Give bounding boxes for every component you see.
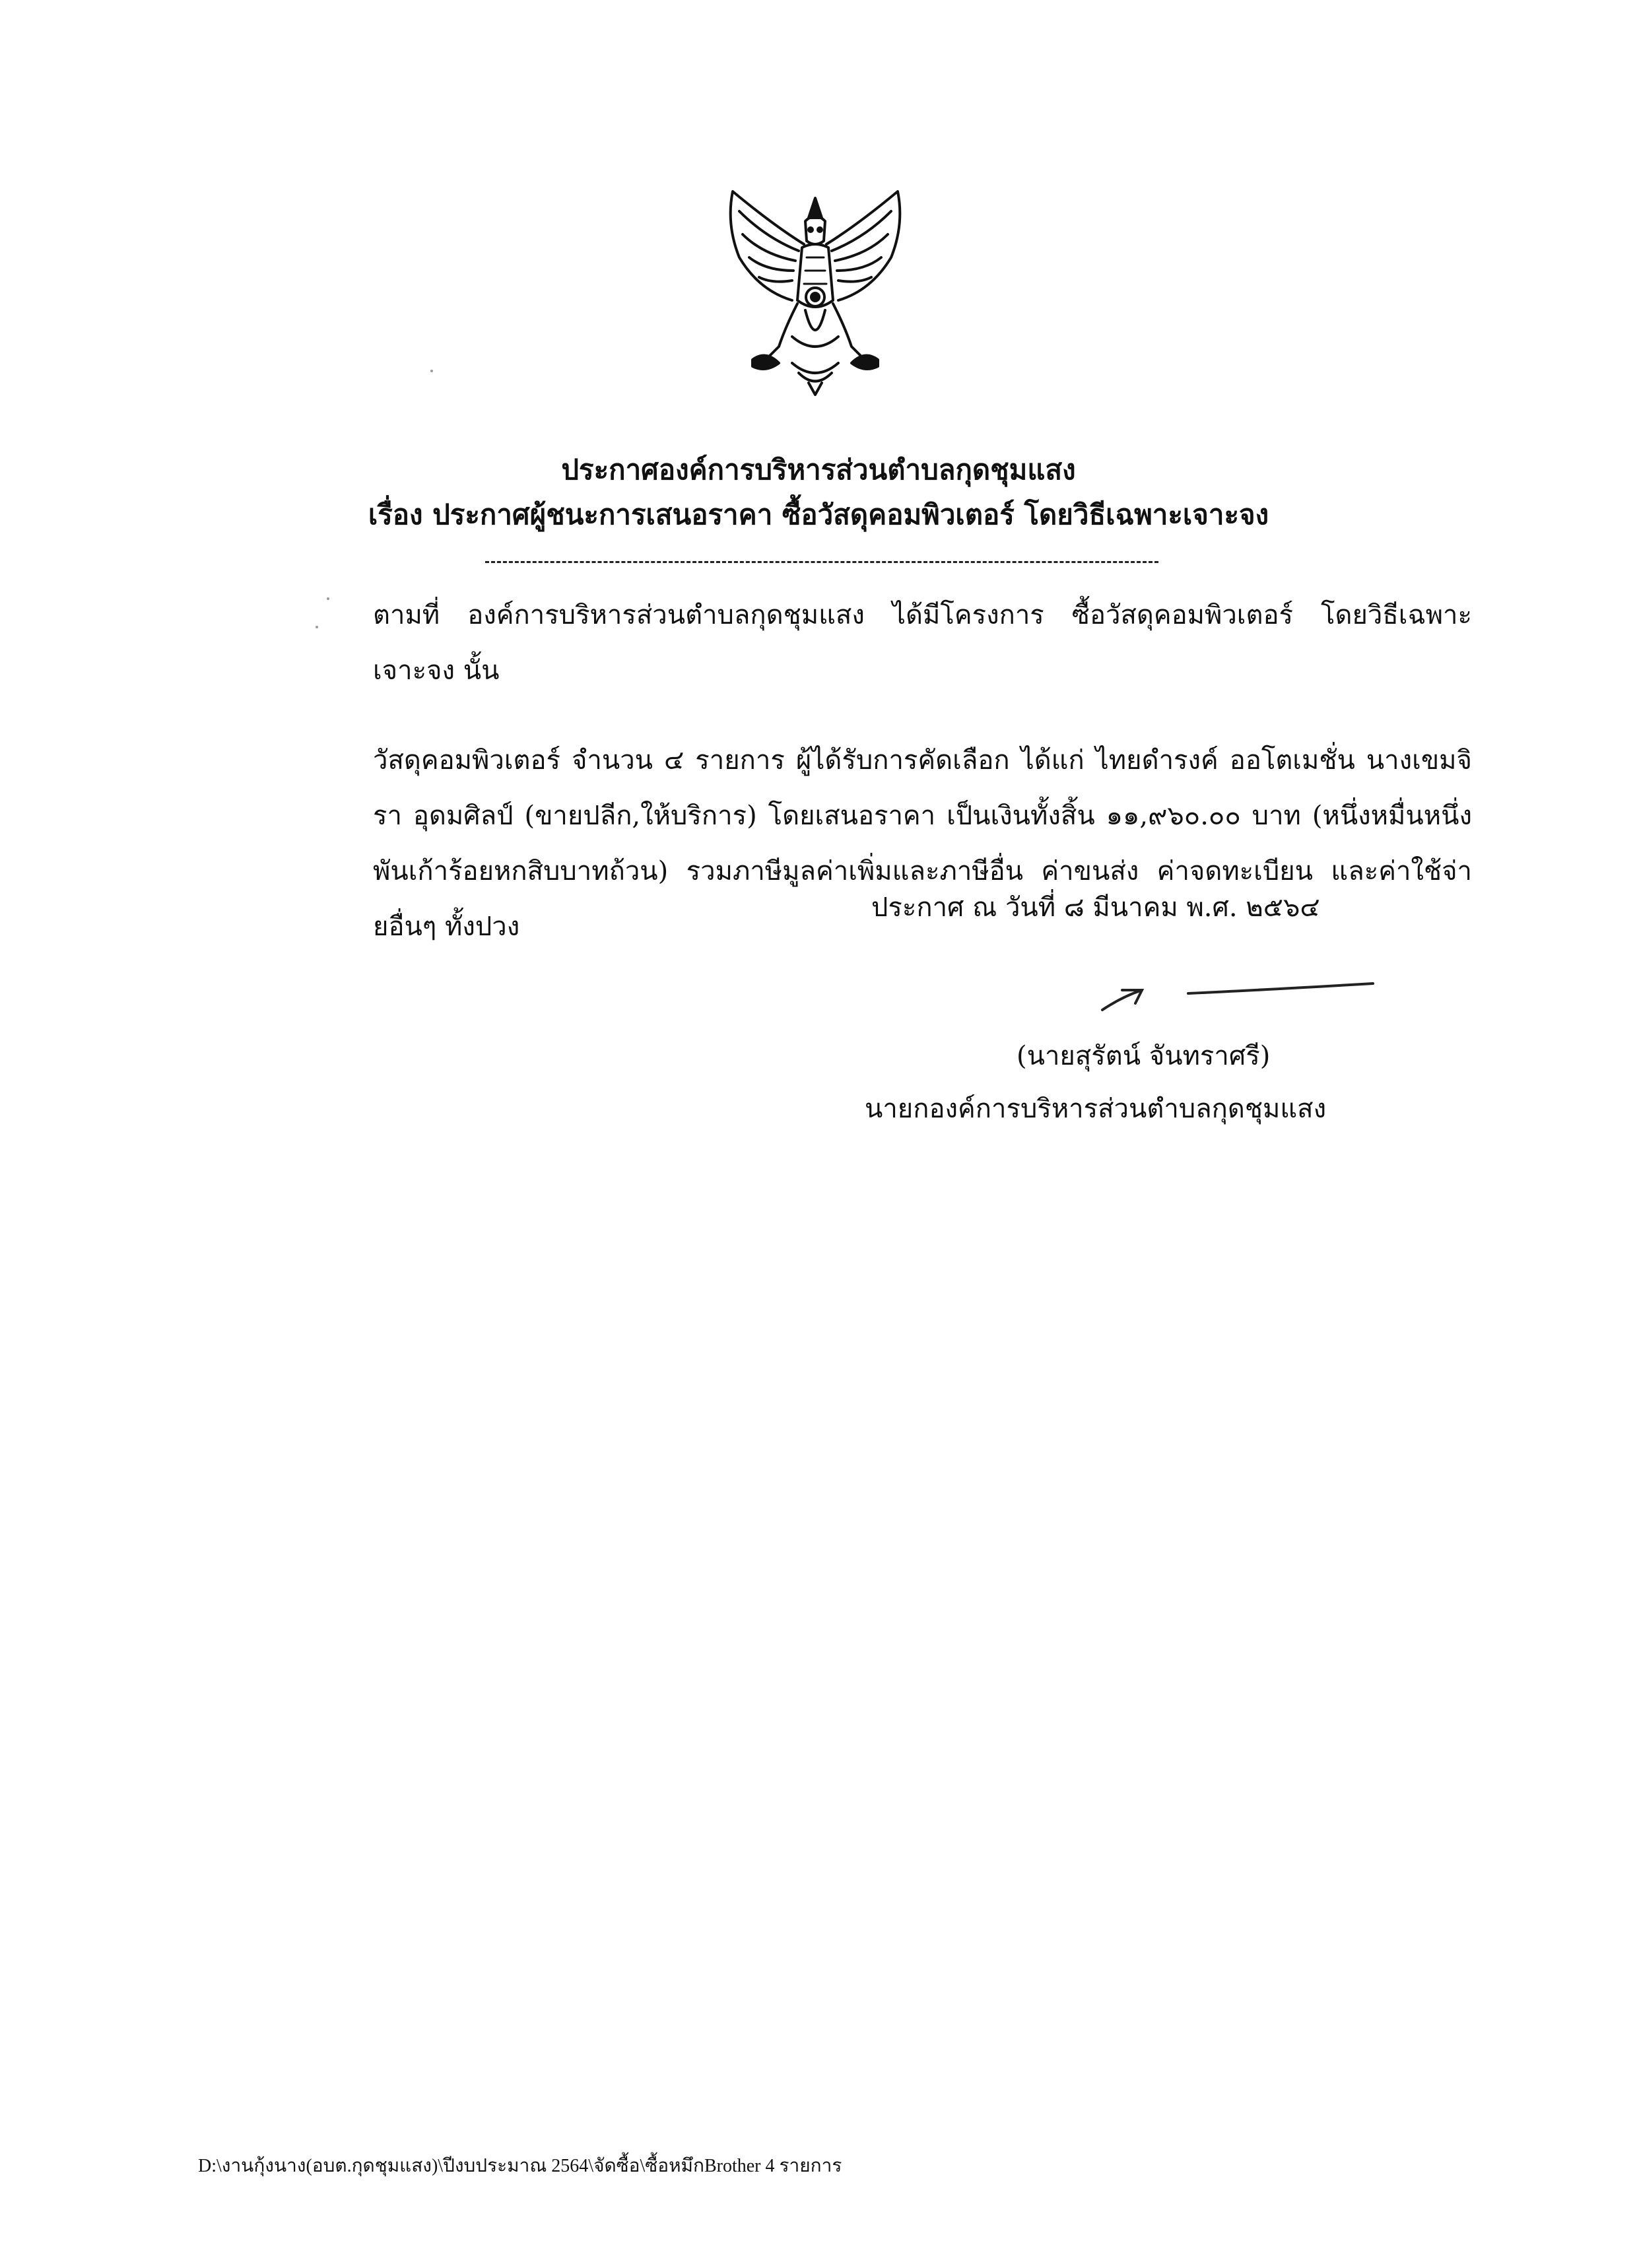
signer-name: (นายสุรัตน์ จันทราศรี) [1017,1041,1271,1071]
announcement-subject: เรื่อง ประกาศผู้ชนะการเสนอราคา ซื้อวัสดุคอมพิวเตอร์ โดยวิธีเฉพาะเจาะจง [368,498,1269,531]
scan-speck [316,626,318,628]
announcement-title: ประกาศองค์การบริหารส่วนตำบลกุดชุมแสง [561,453,1076,486]
scan-speck [430,370,433,372]
announcement-date: ประกาศ ณ วันที่ ๘ มีนาคม พ.ศ. ๒๕๖๔ [871,892,1320,923]
signer-title: นายกองค์การบริหารส่วนตำบลกุดชุมแสง [865,1094,1327,1124]
file-path-footer: D:\งานกุ้งนาง(อบต.กุดชุมแสง)\ปีงบประมาณ 2564\จัดซื้อ\ซื้อหมึกBrother 4 รายการ [198,2156,842,2176]
scan-speck [327,597,329,600]
separator-line [485,561,1158,563]
paragraph-1-text: ตามที่ องค์การบริหารส่วนตำบลกุดชุมแสง ได้มีโครงการ ซื้อวัสดุคอมพิวเตอร์ โดยวิธีเฉพาะเจาะจง นั้น [373,600,1472,686]
handwritten-signature-icon [1096,970,1380,1023]
body-paragraph-1 [182,587,1472,698]
paragraph-2-text: วัสดุคอมพิวเตอร์ จำนวน ๔ รายการ ผู้ได้รับการคัดเลือก ได้แก่ ไทยดำรงค์ ออโตเมชั่น นางเขมจิรา อุดมศิลป์ (ขายปลีก,ให้บริการ) โดยเสนอราคา เป็นเงินทั้งสิ้น ๑๑,๙๖๐.๐๐ บาท (หนึ่งหมื่นหนึ่งพันเก้าร้อยหกสิบบาทถ้วน) รวมภาษีมูลค่าเพิ่มและภาษีอื่น ค่าขนส่ง ค่าจดทะเบียน และค่าใช้จ่ายอื่นๆ ทั้งปวง [373,745,1472,942]
garuda-emblem-icon [713,185,918,396]
